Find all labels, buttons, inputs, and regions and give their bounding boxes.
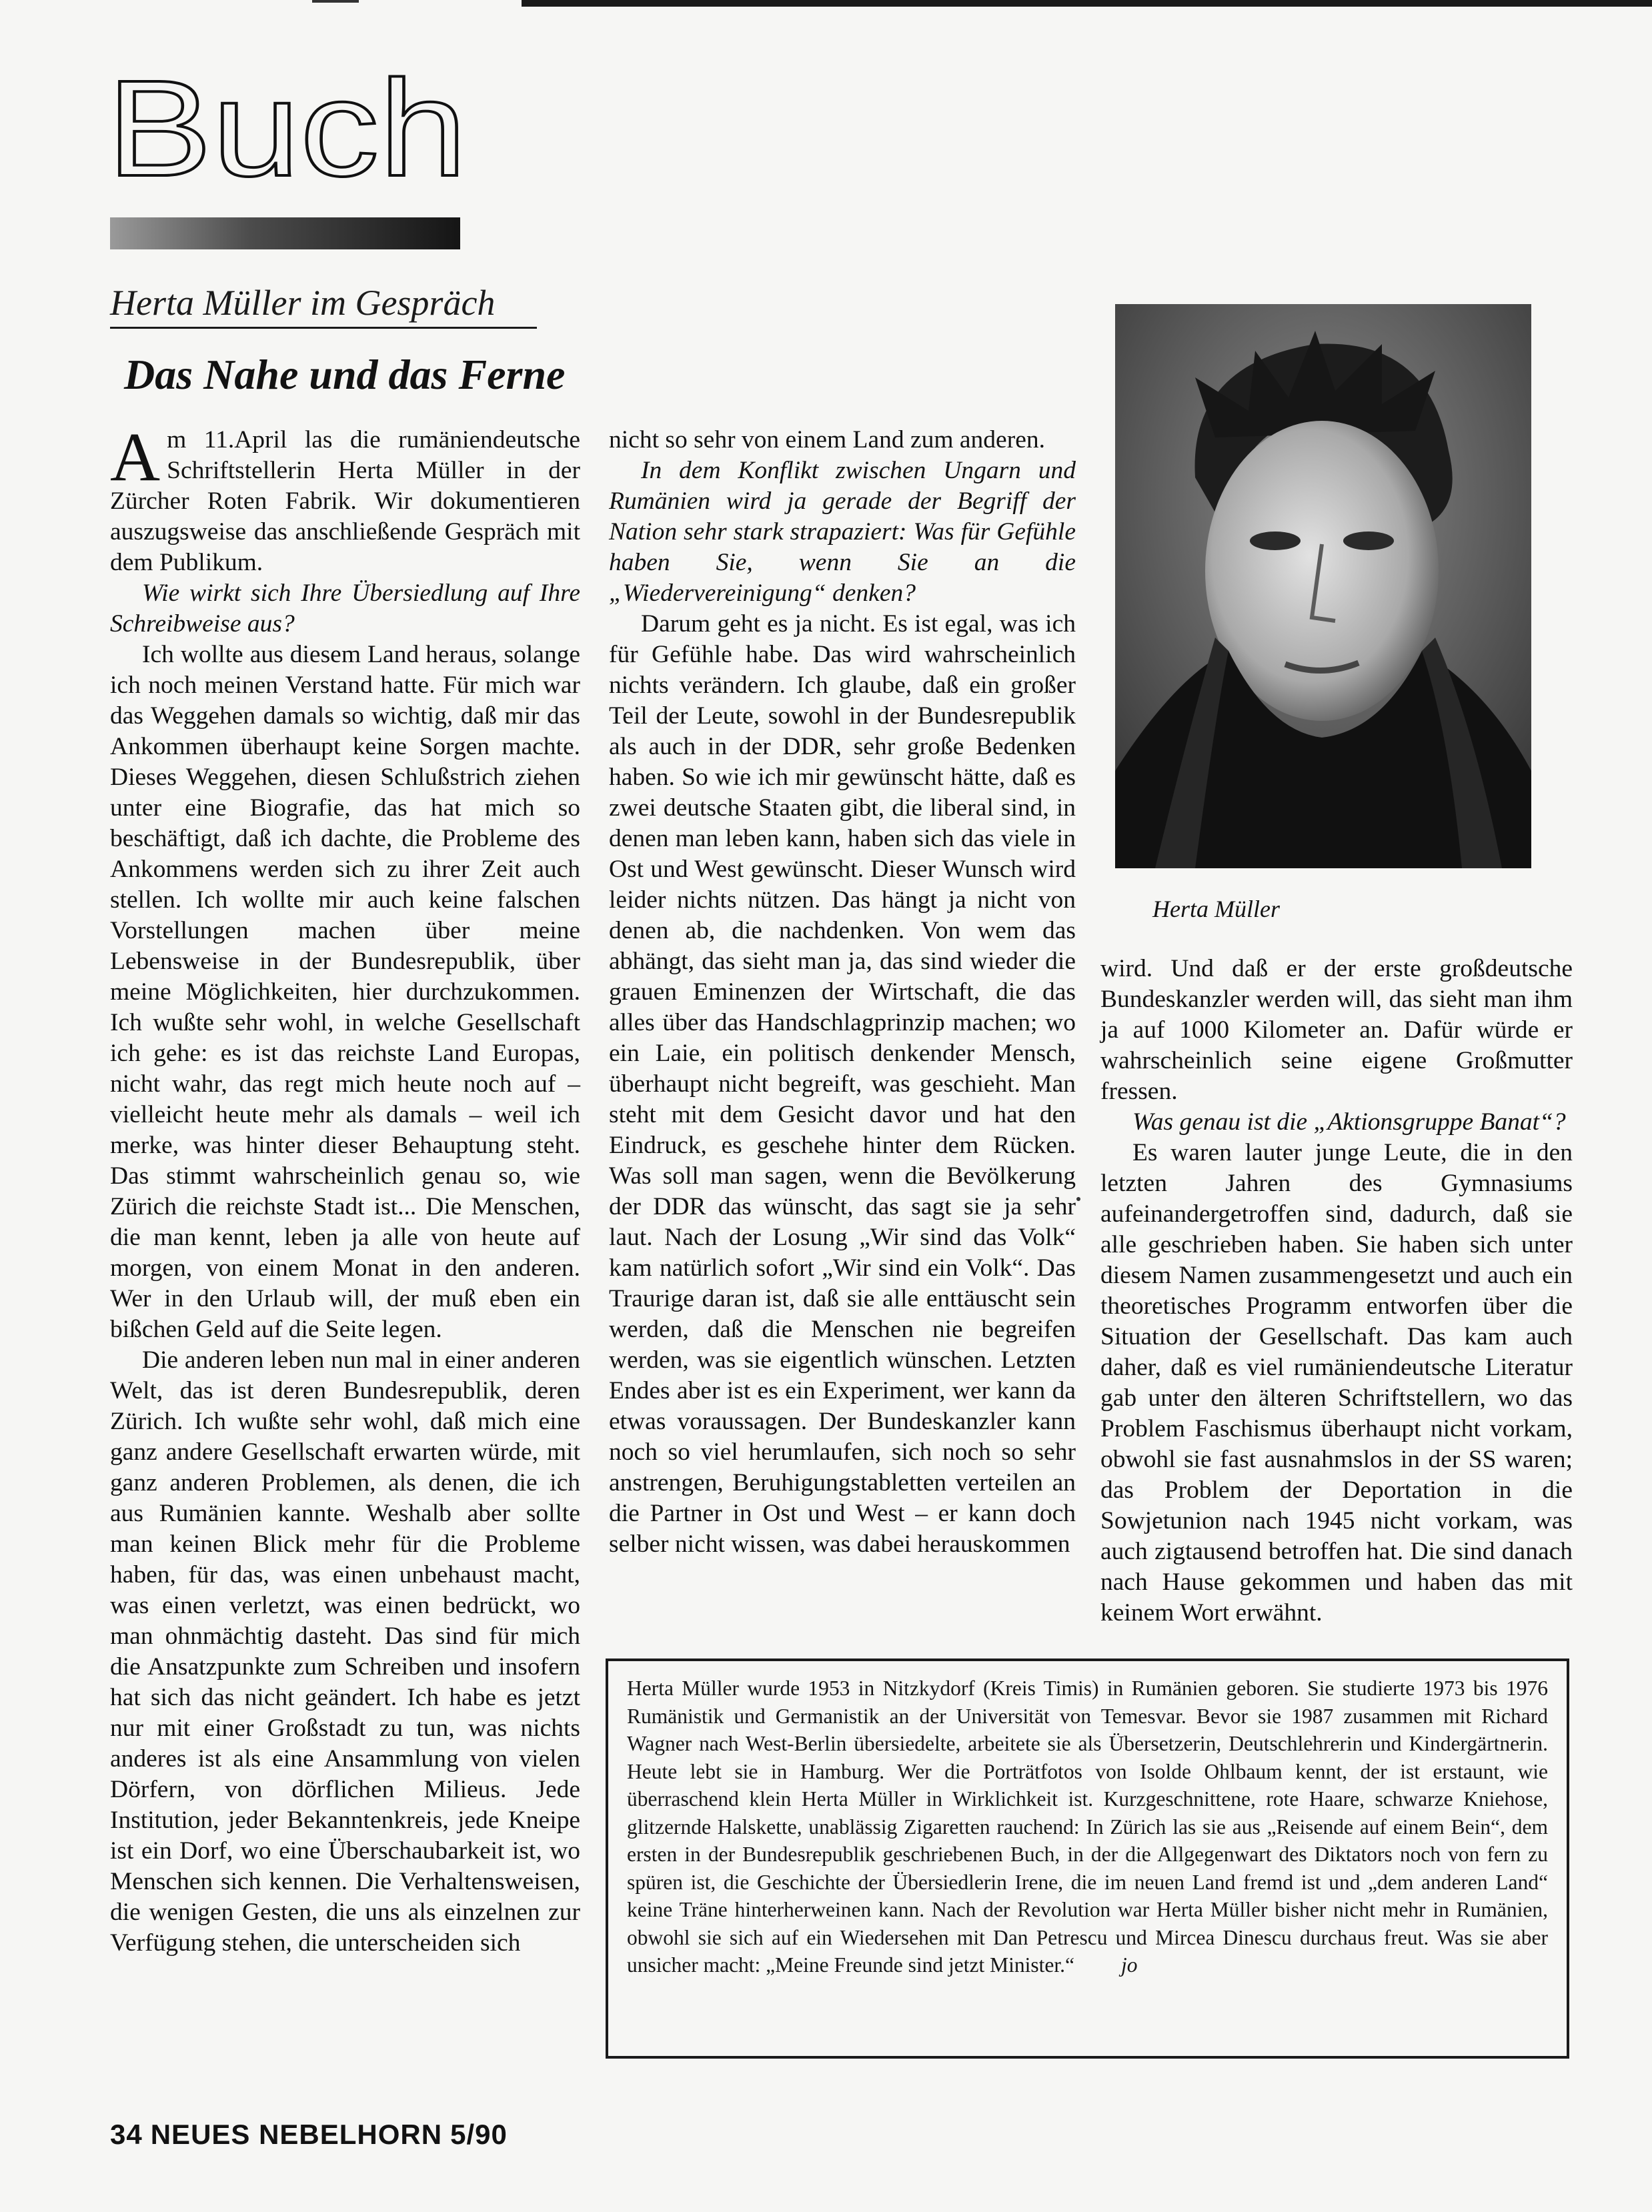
question-1: Wie wirkt sich Ihre Übersiedlung auf Ihre Schreibweise aus? [110,580,580,638]
page-number: 34 [110,2119,143,2150]
top-rule [522,0,1652,7]
answer-2: Darum geht es ja nicht. Es ist egal, was ich für Gefühle habe. Das wird wahrscheinlich nichts verändern. Ich glaube, daß ein großer Teil der Leute, sowohl in der Bundesrepublik als auch in der DDR, sehr große Bedenken haben. So wie ich mir gewünscht hätte, daß es zwei deutsche Staaten gibt, die liberal sind, in denen man leben kann, haben sich das viele in Ost und West gewünscht. Dieser Wunsch wird leider nichts nützen. Das hängt ja nicht von denen ab, die nachdenken. Von wem das abhängt, das sieht man ja, das sind wieder die grauen Eminenzen der Wirtschaft, die das alles über das Handschlagprinzip machen; wo ein Laie, ein politisch denkender Mensch, überhaupt nicht begreift, was geschieht. Man steht mit dem Gesicht davor und hat den Eindruck, es geschehe hinter dem Rücken. Was soll man sagen, wenn die Bevölkerung der DDR das wünscht, das sagt sie ja sehr laut. Nach der Losung „Wir sind das Volk“ kam natürlich sofort „Wir sind ein Volk“. Das Traurige daran ist, daß sie alle enttäuscht sein werden, daß die Menschen nie begreifen werden, was sie eigentlich wünschen. Letzten Endes aber ist es ein Experiment, wer kann da etwas voraussagen. Der Bundeskanzler kann noch so viel herumlaufen, sich noch so sehr anstrengen, Beruhigungstabletten verteilen an die Partner in Ost und West – er kann doch selber nicht wissen, was dabei herauskommen [609,610,1076,1558]
answer-1-continued: Die anderen leben nun mal in einer anderen Welt, das ist deren Bundesrepublik, deren Zürich. Ich wußte sehr wohl, daß mich eine ganz andere Gesellschaft erwarten würde, mit ganz anderen Problemen, als denen, die ich aus Rumänien kannte. Weshalb aber sollte man keinen Blick mehr für die Probleme haben, für das, was einen unbehaust macht, was einen verletzt, was einen bedrückt, wo man ohnmächtig dasteht. Das sind für mich die Ansatzpunkte zum Schreiben und insofern hat sich das nicht geändert. Ich habe es jetzt nur mit einer Großstadt zu tun, was nichts anderes ist als eine Ansammlung von vielen Dörfern, von dörflichen Milieus. Jede Institution, jeder Bekanntenkreis, jede Kneipe ist ein Dorf, wo eine Überschaubarkeit ist, wo Menschen sich kennen. Die Verhaltensweisen, die wenigen Gesten, die uns als einzelnen zur Verfügung stehen, die unterscheiden sich [110,1346,580,1957]
article-headline: Das Nahe und das Ferne [124,351,566,398]
author-signature: jo [1120,1953,1138,1977]
magazine-name: NEUES NEBELHORN [150,2119,443,2150]
article-column-1 [110,419,580,1959]
article-kicker: Herta Müller im Gespräch [110,279,537,329]
author-bio-text: Herta Müller wurde 1953 in Nitzkydorf (Kreis Timis) in Rumänien geboren. Sie studierte 1973 bis 1976 Rumänistik und Germanistik an der Universität von Temesvar. Bevor sie 1987 zusammen mit Richard Wagner nach West-Berlin übersiedelte, arbeitete sie als Übersetzerin, Deutschlehrerin und Kindergärtnerin. Heute lebt sie in Hamburg. Wer die Porträtfotos von Isolde Ohlbaum kennt, der ist erstaunt, wie überraschend klein Herta Müller in Wirklichkeit ist. Kurzgeschnittene, rote Haare, schwarze Kniehose, glitzernde Halskette, unablässig Zigaretten rauchend: In Zürich las sie aus „Reisende auf einem Bein“, dem ersten in der Bundesrepublik geschriebenen Buch, in der die Allgegenwart des Diktators noch von fern zu spüren ist, die Geschichte der Übersiedlerin Irene, die im neuen Land fremd ist und „dem anderen Land“ keine Träne hinterherweinen kann. Nach der Revolution war Herta Müller bisher nicht mehr in Rumänien, obwohl sie sich auf ein Wiedersehen mit Dan Petrescu und Mircea Dinescu durchaus freut. Was sie aber unsicher macht: „Meine Freunde sind jetzt Minister.“ [627,1677,1548,1977]
answer-2-end: wird. Und daß er der erste großdeutsche Bundeskanzler werden will, das sieht man ihm ja auf 1000 Kilometer an. Dafür würde er wahrscheinlich seine eigene Großmutter fressen. [1100,955,1573,1105]
author-bio-box [606,1658,1569,2059]
answer-1: Ich wollte aus diesem Land heraus, solange ich noch meinen Verstand hatte. Für mich war das Weggehen damals so wichtig, daß mir das Ankommen überhaupt keine Sorgen machte. Dieses Weggehen, diesen Schlußstrich ziehen unter eine Biografie, das hat mich so beschäftigt, daß ich dachte, die Probleme des Ankommens werden sich zu ihrer Zeit auch stellen. Ich wollte mir auch keine falschen Vorstellungen machen über meine Lebensweise in der Bundesrepublik, über meine Möglichkeiten, hier durchzukommen. Ich wußte sehr wohl, in welche Gesellschaft ich gehe: es ist das reichste Land Europas, nicht wahr, das regt mich heute noch auf – vielleicht heute mehr als damals – weil ich merke, was hinter dieser Behauptung steht. Das stimmt wahrscheinlich genau so, wie Zürich die reichste Stadt ist... Die Menschen, die man kennt, leben ja alle von heute auf morgen, von einem Monat in den anderen. Wer in den Urlaub will, der muß eben ein bißchen Geld auf die Seite legen. [110,641,580,1343]
question-3: Was genau ist die „Aktionsgruppe Banat“? [1132,1108,1566,1136]
page-footer [110,2117,644,2152]
drop-cap: A [110,419,161,495]
photo-caption: Herta Müller [1152,896,1280,922]
question-2: In dem Konflikt zwischen Ungarn und Rumänien wird ja gerade der Begriff der Nation sehr stark strapaziert: Was für Gefühle haben Sie, wenn Sie an die „Wiedervereinigung“ denken? [609,457,1076,607]
article-column-3 [1100,954,1573,1628]
intro-paragraph [110,419,580,578]
article-column-2 [609,425,1076,1560]
issue-number: 5/90 [450,2119,508,2150]
author-photo [1115,304,1531,868]
top-rule-fragment [312,0,359,3]
section-masthead [107,63,480,190]
print-speck [1076,1197,1080,1201]
section-masthead-bar [110,217,460,249]
answer-1-end: nicht so sehr von einem Land zum anderen. [609,426,1045,453]
section-title: Buch [107,63,467,190]
intro-text: m 11.April las die rumäniendeutsche Schriftstellerin Herta Müller in der Zürcher Roten Fabrik. Wir dokumentieren auszugsweise das anschließende Gespräch mit dem Publikum. [110,426,580,576]
answer-3: Es waren lauter junge Leute, die in den letzten Jahren des Gymnasiums aufeinandergetroffen sind, dadurch, daß sie alle geschrieben haben. Sie haben sich unter diesem Namen zusammengesetzt und auch ein theoretisches Programm entworfen über die Situation der Gesellschaft. Das kam auch daher, daß es viel rumäniendeutsche Literatur gab unter den älteren Schriftstellern, wo das Problem Faschismus überhaupt nicht vorkam, obwohl sie fast ausnahmslos in der SS waren; das Problem der Deportation in die Sowjetunion nach 1945 nicht vorkam, was auch zigtausend betroffen hat. Die sind danach nach Hause gekommen und haben das mit keinem Wort erwähnt. [1100,1139,1573,1626]
